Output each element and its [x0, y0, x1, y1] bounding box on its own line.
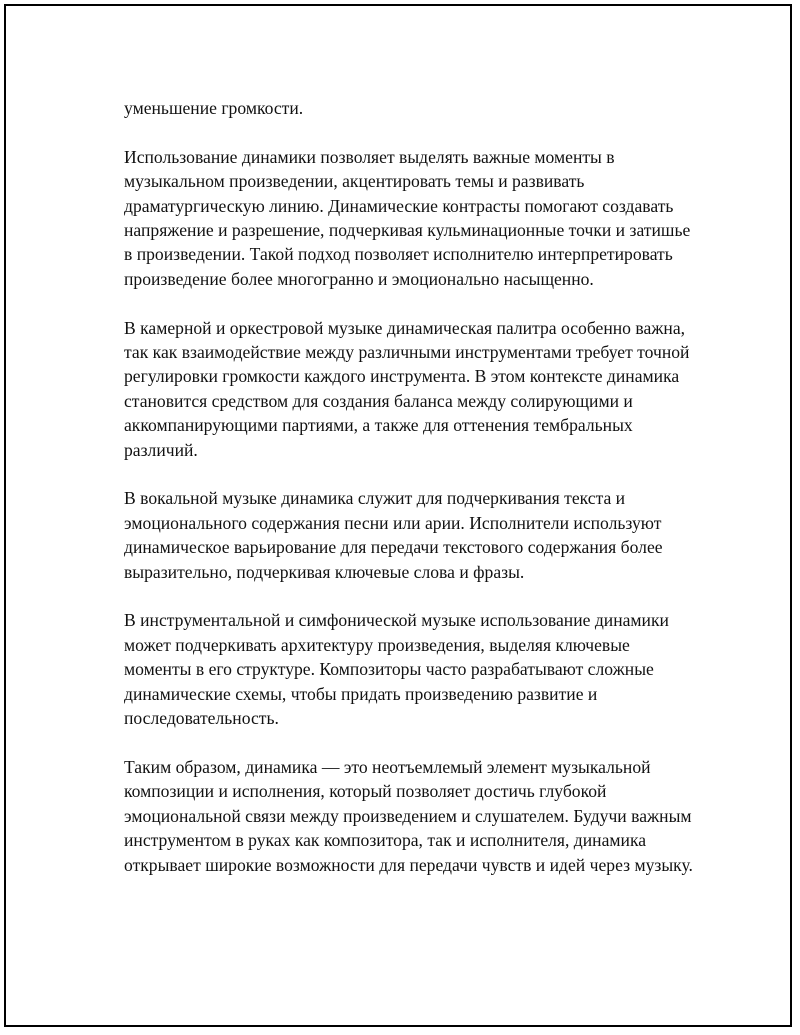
page-content	[124, 96, 696, 877]
paragraph-instrumental-music: В инструментальной и симфонической музыке использование динамики может подчеркивать архитектуру произведения, выделяя ключевые моменты в его структуре. Композиторы часто разрабатывают сложные динамические схемы, чтобы придать произведению развитие и последовательность.	[124, 610, 669, 729]
page-frame	[4, 4, 792, 1027]
paragraph-continuation: уменьшение громкости.	[124, 98, 304, 118]
paragraph-dynamics-usage: Использование динамики позволяет выделять важные моменты в музыкальном произведении, акцентировать темы и развивать драматургическую линию. Динамические контрасты помогают создавать напряжение и разрешение, подчеркивая кульминационные точки и затишье в произведении. Такой подход позволяет исполнителю интерпретировать произведение более многогранно и эмоционально насыщенно.	[124, 146, 691, 289]
paragraph-conclusion: Таким образом, динамика — это неотъемлемый элемент музыкальной композиции и исполнения, который позволяет достичь глубокой эмоциональной связи между произведением и слушателем. Будучи важным инструментом в руках как композитора, так и исполнителя, динамика открывает широкие возможности для передачи чувств и идей через музыку.	[124, 756, 693, 875]
paragraph-vocal-music: В вокальной музыке динамика служит для подчеркивания текста и эмоционального содержания песни или арии. Исполнители используют динамическое варьирование для передачи текстового содержания более выразительно, подчеркивая ключевые слова и фразы.	[124, 488, 663, 582]
paragraph-chamber-music: В камерной и оркестровой музыке динамическая палитра особенно важна, так как взаимодействие между различными инструментами требует точной регулировки громкости каждого инструмента. В этом контексте динамика становится средством для создания баланса между солирующими и аккомпанирующими партиями, а также для оттенения тембральных различий.	[124, 317, 690, 460]
